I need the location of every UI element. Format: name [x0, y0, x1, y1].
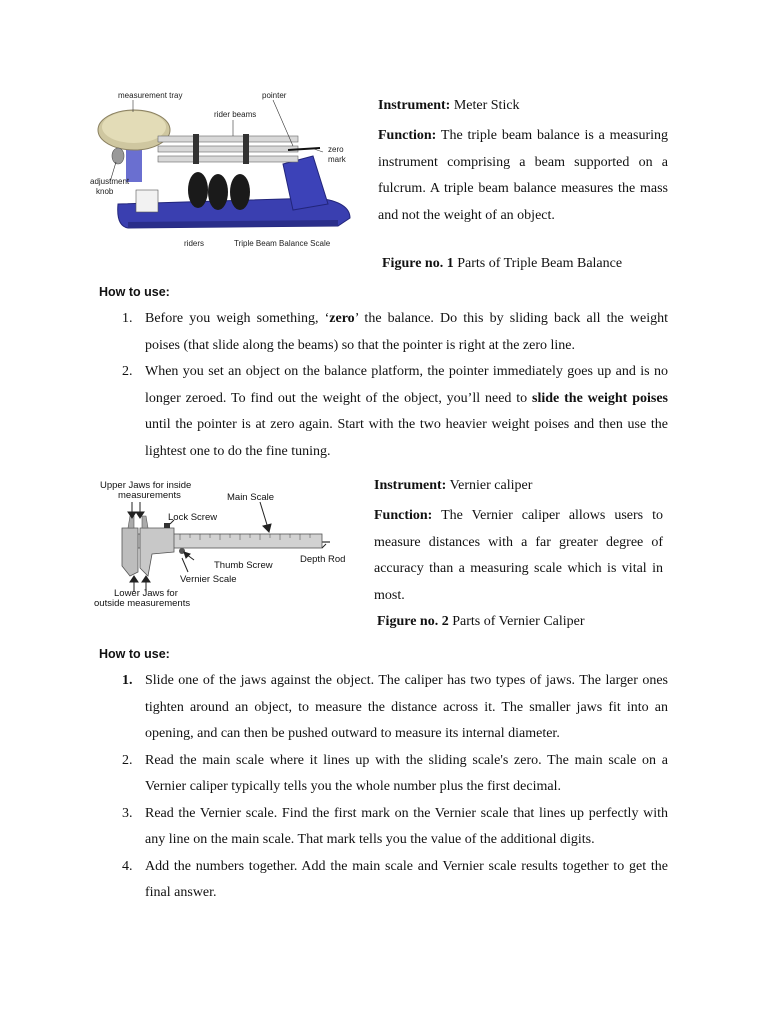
function-1-label: Function: — [378, 128, 437, 143]
label-upper-jaws-2: measurements — [118, 490, 181, 501]
step-text: ’ the balance. Do this by sliding back all the weight poises (that slide along the beams) so that the pointer is right at the zero line. — [145, 311, 668, 353]
figure-2-caption-text: Parts of Vernier Caliper — [452, 614, 585, 629]
label-adjustment-knob-1: adjustment — [90, 177, 130, 186]
function-1-paragraph — [378, 123, 668, 229]
list-item — [122, 801, 668, 854]
instrument-1-label: Instrument: — [378, 98, 451, 113]
instrument-2-line — [374, 473, 664, 500]
step-number: 2. — [122, 752, 133, 768]
step-text: Add the numbers together. Add the main scale and Vernier scale results together to get the final answer. — [145, 858, 668, 900]
figure-2-caption — [377, 609, 667, 636]
figure-1-caption-text: Parts of Triple Beam Balance — [457, 256, 623, 271]
vernier-caliper-figure — [90, 476, 352, 612]
list-item — [122, 668, 668, 748]
function-2-text: The Vernier caliper allows users to measure distances with a far greater degree of accuracy than a measuring scale which is vital in most. — [374, 508, 663, 603]
figure-1-caption — [382, 251, 672, 278]
label-riders: riders — [184, 239, 205, 248]
label-depth-rod: Depth Rod — [300, 554, 346, 565]
label-pointer: pointer — [262, 91, 287, 100]
figure-1-label: Figure no. 1 — [382, 256, 454, 271]
label-vernier-scale: Vernier Scale — [180, 574, 237, 585]
figure-2-label: Figure no. 2 — [377, 614, 449, 629]
step-number: 1. — [122, 311, 133, 326]
label-adjustment-knob-2: knob — [96, 187, 114, 196]
list-item — [122, 748, 668, 801]
instrument-2-label: Instrument: — [374, 478, 447, 493]
caliper-steps-list — [122, 668, 668, 907]
label-rider-beams: rider beams — [214, 110, 257, 119]
label-main-scale: Main Scale — [227, 492, 274, 503]
instrument-1-value: Meter Stick — [453, 98, 520, 113]
balance-steps-list — [122, 306, 668, 465]
step-text: Before you weigh something, ‘ — [145, 311, 330, 326]
instrument-1-line — [378, 93, 668, 120]
function-2-paragraph — [374, 503, 663, 609]
instrument-2-value: Vernier caliper — [449, 478, 533, 493]
step-text: Read the Vernier scale. Find the first mark on the Vernier scale that lines up perfectly with any line on the main scale. That mark tells you the value of the additional digits. — [145, 805, 668, 847]
function-2-label: Function: — [374, 508, 433, 523]
how-to-use-heading-2: How to use: — [99, 647, 170, 661]
label-lower-jaws-2: outside measurements — [94, 598, 191, 609]
list-item — [122, 359, 668, 465]
function-1-text: The triple beam balance is a measuring instrument comprising a beam supported on a fulcrum. A triple beam balance measures the mass and not the weight of an object. — [378, 128, 668, 223]
label-lower-jaws-1: Lower Jaws for — [114, 588, 178, 599]
step-number: 1. — [122, 673, 133, 688]
step-number: 4. — [122, 858, 133, 874]
step-text: Read the main scale where it lines up with the sliding scale's zero. The main scale on a Vernier caliper typically tells you the whole number plus the first decimal. — [145, 752, 668, 794]
step-text: When you set an object on the balance platform, the pointer immediately goes up and is no longer zeroed. To find out the weight of the object, you’ll need to — [145, 364, 668, 406]
how-to-use-heading-1: How to use: — [99, 285, 170, 299]
label-thumb-screw: Thumb Screw — [214, 560, 273, 571]
label-measurement-tray: measurement tray — [118, 91, 183, 100]
step-number: 3. — [122, 805, 133, 821]
step-text: Slide one of the jaws against the object. The caliper has two types of jaws. The larger ones tighten around an object, to measure the distance across it. The smaller jaws fit into an opening, and can then be pushed outward to measure its internal diameter. — [145, 673, 668, 741]
step-text: until the pointer is at zero again. Start with the two heavier weight poises and then use the lightest one to do the fine tuning. — [145, 417, 668, 459]
step-emphasis: slide the weight poises — [532, 390, 668, 406]
label-zero-mark-2: mark — [328, 155, 346, 164]
label-zero-mark-1: zero — [328, 145, 344, 154]
label-lock-screw: Lock Screw — [168, 512, 218, 523]
list-item — [122, 854, 668, 907]
step-number: 2. — [122, 364, 133, 379]
label-balance-caption: Triple Beam Balance Scale — [234, 239, 331, 248]
list-item — [122, 306, 668, 359]
label-upper-jaws-1: Upper Jaws for inside — [100, 480, 192, 491]
step-emphasis: zero — [329, 311, 355, 326]
triple-beam-balance-figure — [88, 86, 358, 252]
